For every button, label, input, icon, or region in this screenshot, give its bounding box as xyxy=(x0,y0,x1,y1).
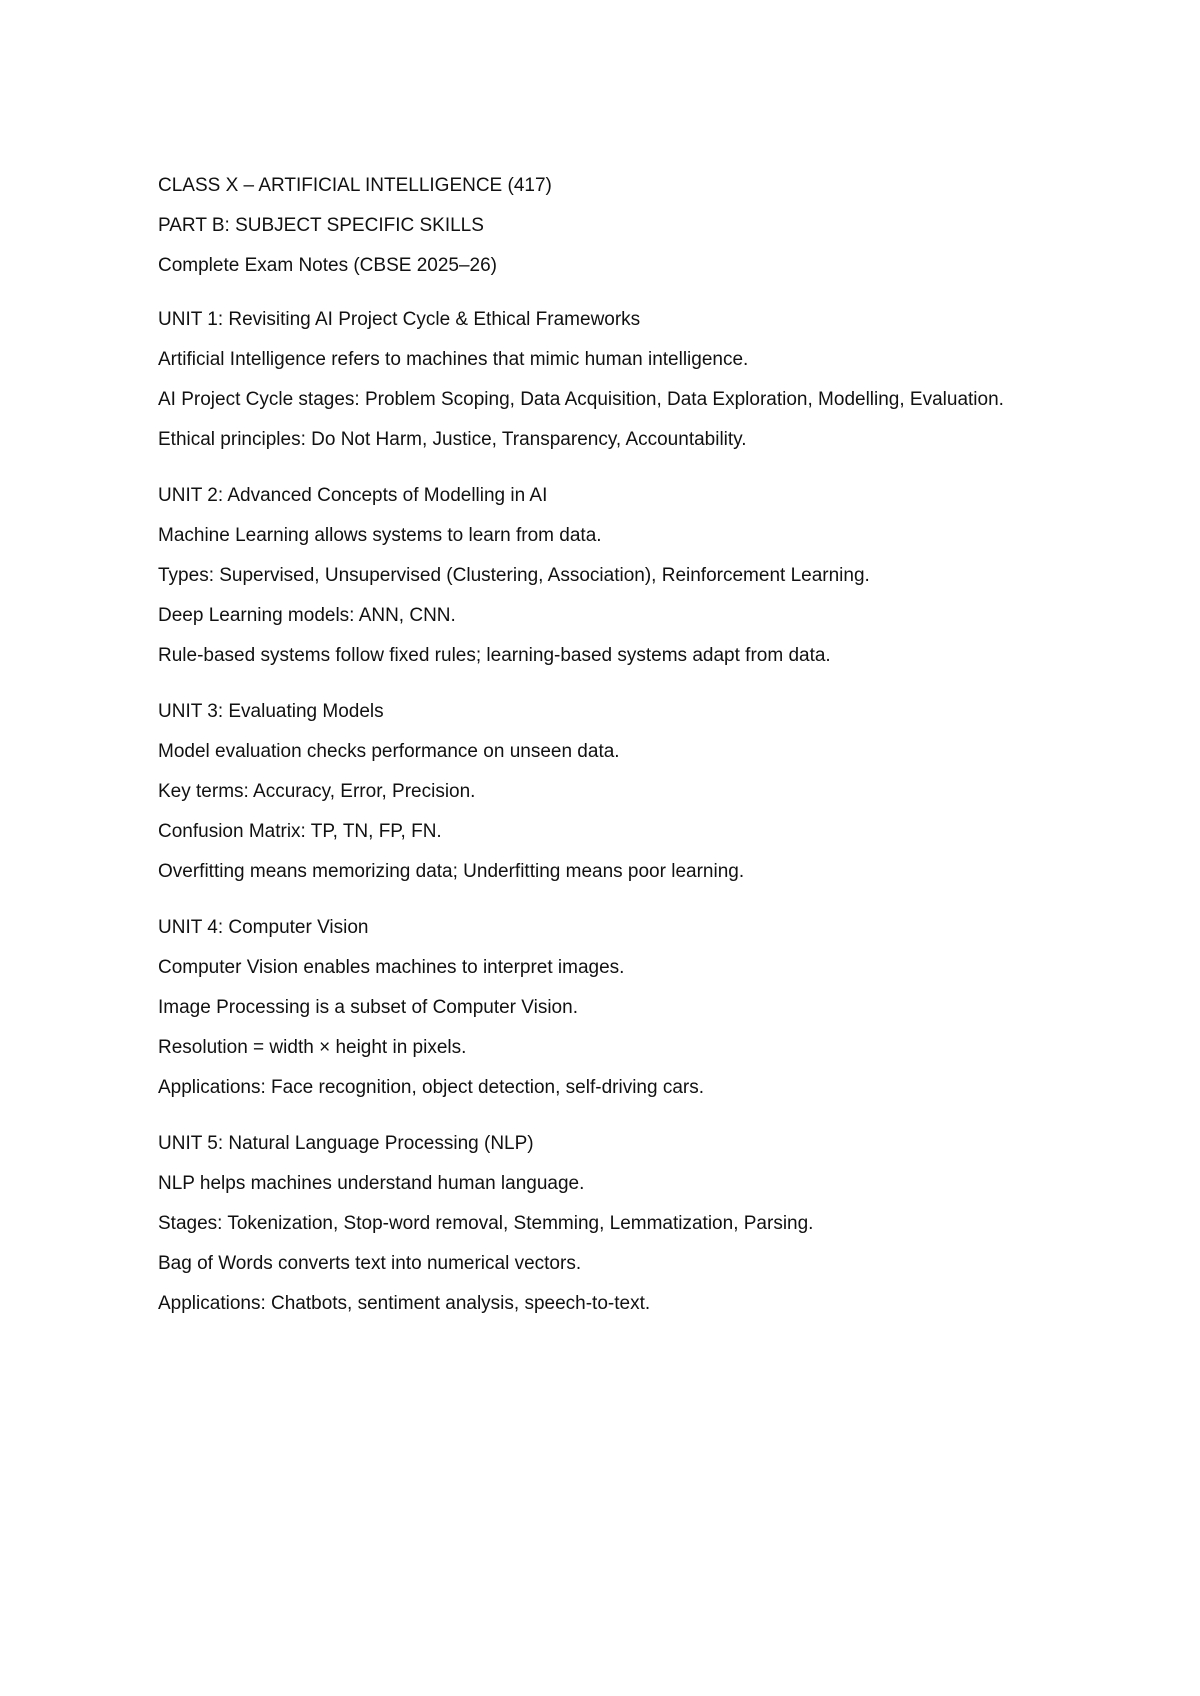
document-part-title: PART B: SUBJECT SPECIFIC SKILLS xyxy=(158,215,484,236)
unit-3-section xyxy=(158,700,1058,884)
unit-2-line-1: Machine Learning allows systems to learn from data. xyxy=(158,525,602,546)
unit-2-section xyxy=(158,484,1058,668)
unit-4-line-2: Image Processing is a subset of Computer Vision. xyxy=(158,997,578,1018)
unit-5-line-4: Applications: Chatbots, sentiment analysis, speech-to-text. xyxy=(158,1293,651,1314)
unit-1-line-3: Ethical principles: Do Not Harm, Justice, Transparency, Accountability. xyxy=(158,429,747,450)
unit-1-line-1: Artificial Intelligence refers to machines that mimic human intelligence. xyxy=(158,349,749,370)
unit-3-line-1: Model evaluation checks performance on unseen data. xyxy=(158,741,620,762)
unit-4-line-3: Resolution = width × height in pixels. xyxy=(158,1037,467,1058)
unit-2-line-4: Rule-based systems follow fixed rules; learning-based systems adapt from data. xyxy=(158,645,831,666)
unit-4-line-1: Computer Vision enables machines to interpret images. xyxy=(158,957,625,978)
unit-2-line-3: Deep Learning models: ANN, CNN. xyxy=(158,605,456,626)
unit-3-title: UNIT 3: Evaluating Models xyxy=(158,701,384,722)
unit-3-line-4: Overfitting means memorizing data; Underfitting means poor learning. xyxy=(158,861,745,882)
document-class-title: CLASS X – ARTIFICIAL INTELLIGENCE (417) xyxy=(158,175,552,196)
document-subtitle: Complete Exam Notes (CBSE 2025–26) xyxy=(158,255,497,276)
unit-5-section xyxy=(158,1132,1058,1316)
unit-4-title: UNIT 4: Computer Vision xyxy=(158,917,369,938)
unit-5-title: UNIT 5: Natural Language Processing (NLP) xyxy=(158,1133,534,1154)
unit-3-line-2: Key terms: Accuracy, Error, Precision. xyxy=(158,781,476,802)
unit-5-line-1: NLP helps machines understand human language. xyxy=(158,1173,585,1194)
unit-3-line-3: Confusion Matrix: TP, TN, FP, FN. xyxy=(158,821,442,842)
unit-4-section xyxy=(158,916,1058,1100)
unit-1-section xyxy=(158,308,1058,452)
unit-5-line-3: Bag of Words converts text into numerical vectors. xyxy=(158,1253,582,1274)
unit-1-line-2: AI Project Cycle stages: Problem Scoping, Data Acquisition, Data Exploration, Modelling, Evaluation. xyxy=(158,389,1004,410)
document-header xyxy=(158,174,1058,278)
unit-2-line-2: Types: Supervised, Unsupervised (Clustering, Association), Reinforcement Learning. xyxy=(158,565,870,586)
document-page xyxy=(158,174,1058,1348)
unit-1-title: UNIT 1: Revisiting AI Project Cycle & Ethical Frameworks xyxy=(158,309,641,330)
unit-4-line-4: Applications: Face recognition, object detection, self-driving cars. xyxy=(158,1077,704,1098)
unit-5-line-2: Stages: Tokenization, Stop-word removal, Stemming, Lemmatization, Parsing. xyxy=(158,1213,814,1234)
unit-2-title: UNIT 2: Advanced Concepts of Modelling in AI xyxy=(158,485,548,506)
